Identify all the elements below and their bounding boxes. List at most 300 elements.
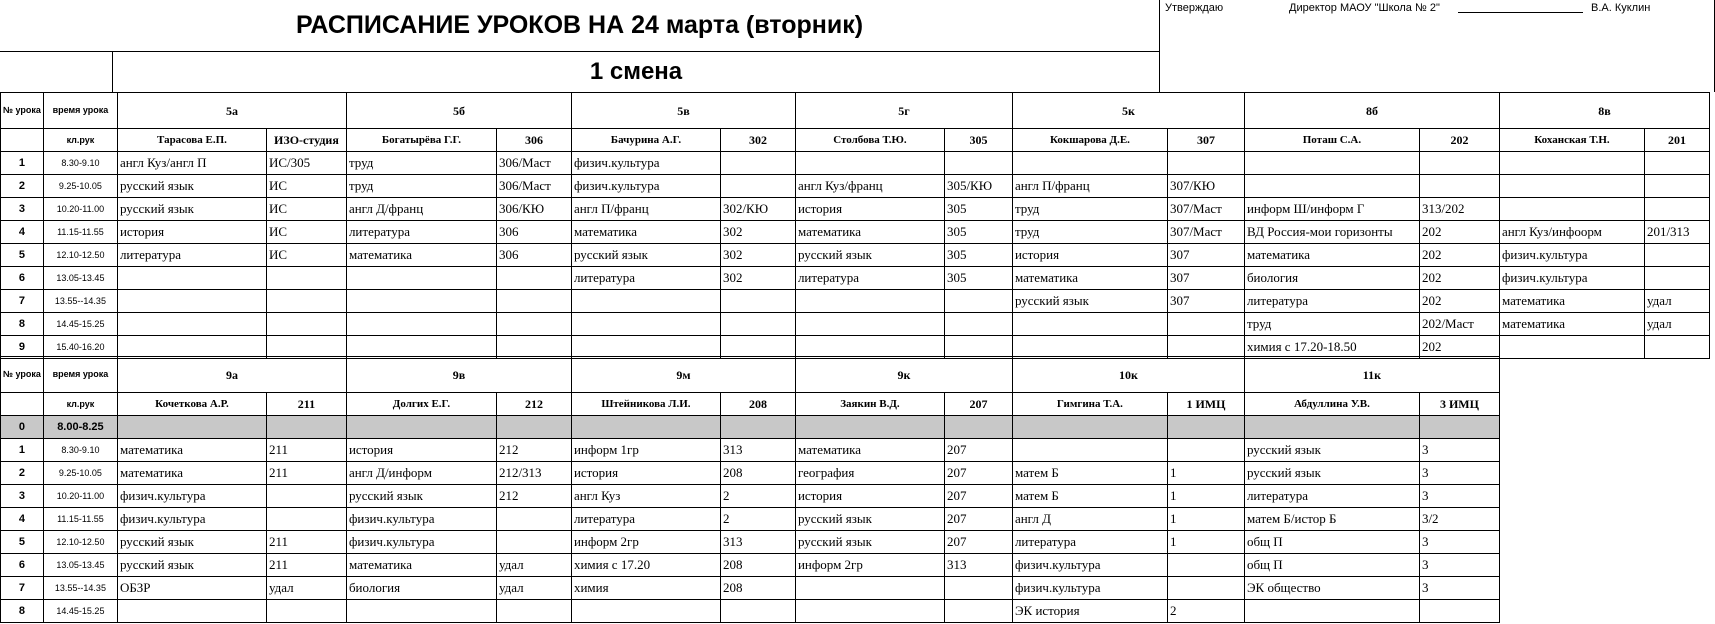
subject-cell: труд xyxy=(1012,221,1167,244)
subject-cell xyxy=(795,152,944,175)
room-cell: 211 xyxy=(266,439,346,462)
kl-ruk-label: кл.рук xyxy=(43,393,117,416)
room-cell: 3 xyxy=(1419,439,1499,462)
room-cell: 212 xyxy=(496,485,571,508)
room-cell xyxy=(944,600,1012,623)
class-name: 5в xyxy=(571,93,795,129)
room-cell xyxy=(720,152,795,175)
room-cell: 306 xyxy=(496,244,571,267)
room-cell: удал xyxy=(1644,290,1709,313)
subject-cell: ОБЗР xyxy=(117,577,266,600)
room-cell: 208 xyxy=(720,577,795,600)
lesson-number: 1 xyxy=(1,152,44,175)
room-cell xyxy=(496,313,571,336)
room-cell xyxy=(1419,600,1499,623)
room-cell xyxy=(1644,175,1709,198)
room-cell xyxy=(944,152,1012,175)
lesson-time: 14.45-15.25 xyxy=(43,600,117,623)
subject-cell xyxy=(1012,416,1167,439)
class-room: 211 xyxy=(266,393,346,416)
class-teacher: Коханская Т.Н. xyxy=(1499,129,1644,152)
room-cell xyxy=(1167,416,1244,439)
class-room: 302 xyxy=(720,129,795,152)
lesson-time: 12.10-12.50 xyxy=(43,531,117,554)
room-cell: 1 xyxy=(1167,531,1244,554)
class-room: 307 xyxy=(1167,129,1244,152)
subject-cell xyxy=(571,290,720,313)
subject-cell: труд xyxy=(1012,198,1167,221)
lesson-number: 7 xyxy=(1,290,44,313)
subject-cell: история xyxy=(346,439,496,462)
subject-cell: информ Ш/информ Г xyxy=(1244,198,1419,221)
room-cell xyxy=(496,290,571,313)
subject-cell: русский язык xyxy=(117,531,266,554)
class-teacher: Кочеткова А.Р. xyxy=(117,393,266,416)
class-name: 10к xyxy=(1012,357,1244,393)
room-cell xyxy=(1167,577,1244,600)
subject-cell: литература xyxy=(1012,531,1167,554)
subject-cell: русский язык xyxy=(117,175,266,198)
room-cell: ИС/305 xyxy=(266,152,346,175)
room-cell: 201/313 xyxy=(1644,221,1709,244)
subject-cell: русский язык xyxy=(346,485,496,508)
lesson-time: 13.05-13.45 xyxy=(43,554,117,577)
room-cell xyxy=(1167,313,1244,336)
subject-cell xyxy=(346,267,496,290)
class-room: 208 xyxy=(720,393,795,416)
lesson-number-header: № урока xyxy=(1,93,44,129)
lesson-number: 8 xyxy=(1,313,44,336)
table-row xyxy=(1,485,1500,508)
room-cell xyxy=(944,577,1012,600)
room-cell: 212/313 xyxy=(496,462,571,485)
kl-ruk-label: кл.рук xyxy=(43,129,117,152)
subject-cell: англ Куз xyxy=(571,485,720,508)
room-cell: 207 xyxy=(944,485,1012,508)
table-row xyxy=(1,221,1710,244)
room-cell xyxy=(266,313,346,336)
room-cell xyxy=(266,290,346,313)
subject-cell: литература xyxy=(117,244,266,267)
table-row xyxy=(1,508,1500,531)
class-name: 9к xyxy=(795,357,1012,393)
subject-cell: англ Куз/инфоорм xyxy=(1499,221,1644,244)
lesson-number: 6 xyxy=(1,267,44,290)
subject-cell xyxy=(117,290,266,313)
room-cell: удал xyxy=(1644,313,1709,336)
room-cell xyxy=(1644,152,1709,175)
room-cell: 2 xyxy=(720,485,795,508)
room-cell xyxy=(720,416,795,439)
room-cell: 307/Маст xyxy=(1167,198,1244,221)
lesson-time: 14.45-15.25 xyxy=(43,313,117,336)
lesson-time-header: время урока xyxy=(43,93,117,129)
approve-label: Утверждаю xyxy=(1165,2,1224,14)
subject-cell: ЭК общество xyxy=(1244,577,1419,600)
room-cell xyxy=(944,416,1012,439)
lesson-number: 8 xyxy=(1,600,44,623)
subject-cell xyxy=(1012,313,1167,336)
subject-cell xyxy=(1244,416,1419,439)
subject-cell: математика xyxy=(571,221,720,244)
subject-cell: ВД Россия-мои горизонты xyxy=(1244,221,1419,244)
class-teacher: Долгих Е.Г. xyxy=(346,393,496,416)
room-cell: ИС xyxy=(266,221,346,244)
subject-cell: история xyxy=(1012,244,1167,267)
subject-cell: литература xyxy=(571,267,720,290)
lesson-time: 13.55--14.35 xyxy=(43,577,117,600)
lesson-time: 13.05-13.45 xyxy=(43,267,117,290)
room-cell: 211 xyxy=(266,462,346,485)
subject-cell xyxy=(571,600,720,623)
class-header-row xyxy=(1,93,1710,129)
subject-cell xyxy=(795,577,944,600)
subject-cell: математика xyxy=(117,462,266,485)
subject-cell: литература xyxy=(1244,290,1419,313)
subject-cell xyxy=(1244,152,1419,175)
lesson-time: 10.20-11.00 xyxy=(43,485,117,508)
table-row xyxy=(1,439,1500,462)
room-cell: 208 xyxy=(720,462,795,485)
class-room: 1 ИМЦ xyxy=(1167,393,1244,416)
subject-cell: труд xyxy=(1244,313,1419,336)
class-header-row xyxy=(1,357,1500,393)
subject-cell xyxy=(117,267,266,290)
room-cell: 202 xyxy=(1419,336,1499,359)
blank-cell xyxy=(1,129,44,152)
class-teacher: Бачурина А.Г. xyxy=(571,129,720,152)
subject-cell: русский язык xyxy=(1012,290,1167,313)
room-cell: 2 xyxy=(1167,600,1244,623)
room-cell: ИС xyxy=(266,244,346,267)
subject-cell: англ П/франц xyxy=(1012,175,1167,198)
subject-cell: русский язык xyxy=(117,554,266,577)
table-row xyxy=(1,531,1500,554)
class-teacher: Богатырёва Г.Г. xyxy=(346,129,496,152)
subject-cell: математика xyxy=(795,439,944,462)
subject-cell: математика xyxy=(346,244,496,267)
room-cell xyxy=(944,290,1012,313)
room-cell xyxy=(1419,152,1499,175)
table-row xyxy=(1,577,1500,600)
room-cell: 307/Маст xyxy=(1167,221,1244,244)
director-name: В.А. Куклин xyxy=(1591,2,1651,14)
subject-cell: математика xyxy=(1244,244,1419,267)
schedule-table-1 xyxy=(0,92,1710,359)
class-teacher: Штейникова Л.И. xyxy=(571,393,720,416)
class-name: 5г xyxy=(795,93,1012,129)
teacher-row xyxy=(1,393,1500,416)
room-cell: 313 xyxy=(720,439,795,462)
room-cell xyxy=(266,416,346,439)
class-room: 201 xyxy=(1644,129,1709,152)
lesson-number: 3 xyxy=(1,485,44,508)
subject-cell: труд xyxy=(346,152,496,175)
table-row xyxy=(1,290,1710,313)
room-cell xyxy=(266,600,346,623)
subject-cell: физич.культура xyxy=(346,508,496,531)
room-cell: 313 xyxy=(944,554,1012,577)
room-cell xyxy=(1644,244,1709,267)
lesson-number: 5 xyxy=(1,531,44,554)
room-cell: 306/КЮ xyxy=(496,198,571,221)
subject-cell xyxy=(571,313,720,336)
class-name: 8б xyxy=(1244,93,1499,129)
subject-cell: общ П xyxy=(1244,531,1419,554)
class-teacher: Кокшарова Д.Е. xyxy=(1012,129,1167,152)
subject-cell xyxy=(571,416,720,439)
subject-cell xyxy=(1244,600,1419,623)
subject-cell xyxy=(1499,198,1644,221)
room-cell: 305 xyxy=(944,221,1012,244)
room-cell: 3 xyxy=(1419,577,1499,600)
subject-cell xyxy=(795,290,944,313)
subject-cell: литература xyxy=(571,508,720,531)
subject-cell: англ Куз/англ П xyxy=(117,152,266,175)
subject-cell: литература xyxy=(346,221,496,244)
subject-cell: англ П/франц xyxy=(571,198,720,221)
room-cell: ИС xyxy=(266,175,346,198)
subject-cell: история xyxy=(795,198,944,221)
table-row xyxy=(1,267,1710,290)
subject-cell: англ Куз/франц xyxy=(795,175,944,198)
subject-cell xyxy=(1499,175,1644,198)
room-cell: 3 xyxy=(1419,485,1499,508)
room-cell: 202 xyxy=(1419,221,1499,244)
subject-cell: физич.культура xyxy=(571,152,720,175)
page-title: РАСПИСАНИЕ УРОКОВ НА 24 марта (вторник) xyxy=(0,0,1160,52)
room-cell: 302 xyxy=(720,244,795,267)
table-row xyxy=(1,416,1500,439)
room-cell xyxy=(1167,439,1244,462)
class-name: 5а xyxy=(117,93,346,129)
subject-cell: ЭК история xyxy=(1012,600,1167,623)
subject-cell: математика xyxy=(1499,313,1644,336)
lesson-time: 12.10-12.50 xyxy=(43,244,117,267)
lesson-number: 0 xyxy=(1,416,44,439)
lesson-time: 11.15-11.55 xyxy=(43,221,117,244)
class-teacher: Абдуллина У.В. xyxy=(1244,393,1419,416)
subject-cell: общ П xyxy=(1244,554,1419,577)
subject-cell xyxy=(1499,336,1644,359)
subject-cell: биология xyxy=(1244,267,1419,290)
class-room: ИЗО-студия xyxy=(266,129,346,152)
class-name: 9а xyxy=(117,357,346,393)
subject-cell: русский язык xyxy=(1244,462,1419,485)
room-cell xyxy=(1167,152,1244,175)
lesson-time: 9.25-10.05 xyxy=(43,175,117,198)
subject-cell: история xyxy=(117,221,266,244)
class-teacher: Столбова Т.Ю. xyxy=(795,129,944,152)
subject-cell: физич.культура xyxy=(346,531,496,554)
subject-cell xyxy=(117,313,266,336)
room-cell xyxy=(1644,336,1709,359)
room-cell: 208 xyxy=(720,554,795,577)
room-cell: 211 xyxy=(266,531,346,554)
subject-cell: русский язык xyxy=(117,198,266,221)
subject-cell: география xyxy=(795,462,944,485)
room-cell: 3 xyxy=(1419,531,1499,554)
room-cell: 302 xyxy=(720,221,795,244)
subject-cell: физич.культура xyxy=(571,175,720,198)
subject-cell: физич.культура xyxy=(1012,577,1167,600)
lesson-number: 2 xyxy=(1,175,44,198)
class-name: 11к xyxy=(1244,357,1499,393)
class-name: 8в xyxy=(1499,93,1709,129)
subject-cell: информ 1гр xyxy=(571,439,720,462)
blank-cell xyxy=(1,393,44,416)
table-row xyxy=(1,462,1500,485)
room-cell xyxy=(266,267,346,290)
room-cell: 307 xyxy=(1167,290,1244,313)
lesson-time: 8.30-9.10 xyxy=(43,152,117,175)
lesson-number: 4 xyxy=(1,221,44,244)
lesson-number: 4 xyxy=(1,508,44,531)
lesson-time-header: время урока xyxy=(43,357,117,393)
subject-cell: матем Б/истор Б xyxy=(1244,508,1419,531)
class-teacher: Гимгина Т.А. xyxy=(1012,393,1167,416)
room-cell: 207 xyxy=(944,508,1012,531)
class-name: 9м xyxy=(571,357,795,393)
room-cell xyxy=(1644,198,1709,221)
room-cell: 313 xyxy=(720,531,795,554)
room-cell: удал xyxy=(266,577,346,600)
subject-cell xyxy=(346,416,496,439)
subject-cell: русский язык xyxy=(795,531,944,554)
class-room: 305 xyxy=(944,129,1012,152)
shift-title: 1 смена xyxy=(112,52,1160,92)
room-cell xyxy=(266,508,346,531)
subject-cell: русский язык xyxy=(795,244,944,267)
subject-cell xyxy=(117,600,266,623)
room-cell xyxy=(496,416,571,439)
subject-cell: матем Б xyxy=(1012,462,1167,485)
room-cell: 3/2 xyxy=(1419,508,1499,531)
lesson-time: 10.20-11.00 xyxy=(43,198,117,221)
room-cell xyxy=(720,290,795,313)
subject-cell: физич.культура xyxy=(1499,244,1644,267)
lesson-number-header: № урока xyxy=(1,357,44,393)
room-cell xyxy=(1419,175,1499,198)
subject-cell xyxy=(346,313,496,336)
room-cell: 202 xyxy=(1419,290,1499,313)
subject-cell: информ 2гр xyxy=(571,531,720,554)
lesson-number: 1 xyxy=(1,439,44,462)
class-name: 5б xyxy=(346,93,571,129)
approval-line xyxy=(1163,2,1713,22)
room-cell: 202 xyxy=(1419,267,1499,290)
room-cell xyxy=(1167,554,1244,577)
room-cell: 305 xyxy=(944,198,1012,221)
table-row xyxy=(1,152,1710,175)
class-teacher: Заякин В.Д. xyxy=(795,393,944,416)
room-cell: 207 xyxy=(944,531,1012,554)
class-room: 207 xyxy=(944,393,1012,416)
subject-cell xyxy=(795,313,944,336)
subject-cell: математика xyxy=(1499,290,1644,313)
room-cell: 307/КЮ xyxy=(1167,175,1244,198)
room-cell xyxy=(1644,267,1709,290)
subject-cell xyxy=(795,416,944,439)
room-cell: 1 xyxy=(1167,485,1244,508)
room-cell: удал xyxy=(496,554,571,577)
lesson-time: 15.40-16.20 xyxy=(43,336,117,359)
subject-cell: история xyxy=(795,485,944,508)
room-cell: 305 xyxy=(944,244,1012,267)
class-room: 3 ИМЦ xyxy=(1419,393,1499,416)
room-cell: 306/Маст xyxy=(496,152,571,175)
class-teacher: Тарасова Е.П. xyxy=(117,129,266,152)
director-label: Директор МАОУ "Школа № 2" xyxy=(1289,2,1440,14)
lesson-number: 7 xyxy=(1,577,44,600)
table-row xyxy=(1,198,1710,221)
subject-cell xyxy=(1244,175,1419,198)
table-row xyxy=(1,244,1710,267)
subject-cell xyxy=(795,600,944,623)
subject-cell: англ Д/франц xyxy=(346,198,496,221)
room-cell: 305/КЮ xyxy=(944,175,1012,198)
schedule-table-2 xyxy=(0,356,1500,623)
room-cell xyxy=(496,508,571,531)
teacher-row xyxy=(1,129,1710,152)
subject-cell: физич.культура xyxy=(1012,554,1167,577)
subject-cell: биология xyxy=(346,577,496,600)
room-cell xyxy=(496,531,571,554)
room-cell xyxy=(944,313,1012,336)
room-cell: ИС xyxy=(266,198,346,221)
room-cell xyxy=(720,313,795,336)
lesson-number: 3 xyxy=(1,198,44,221)
subject-cell xyxy=(1499,152,1644,175)
subject-cell xyxy=(346,600,496,623)
subject-cell: труд xyxy=(346,175,496,198)
lesson-number: 5 xyxy=(1,244,44,267)
class-name: 9в xyxy=(346,357,571,393)
subject-cell: физич.культура xyxy=(117,508,266,531)
subject-cell xyxy=(346,290,496,313)
lesson-time: 11.15-11.55 xyxy=(43,508,117,531)
subject-cell: математика xyxy=(346,554,496,577)
room-cell: 307 xyxy=(1167,267,1244,290)
room-cell: 306/Маст xyxy=(496,175,571,198)
lesson-number: 2 xyxy=(1,462,44,485)
subject-cell: химия с 17.20-18.50 xyxy=(1244,336,1419,359)
room-cell xyxy=(496,600,571,623)
class-name: 5к xyxy=(1012,93,1244,129)
subject-cell xyxy=(117,416,266,439)
lesson-time: 8.30-9.10 xyxy=(43,439,117,462)
subject-cell: математика xyxy=(117,439,266,462)
subject-cell: химия xyxy=(571,577,720,600)
room-cell: 306 xyxy=(496,221,571,244)
room-cell: 302/КЮ xyxy=(720,198,795,221)
signature-line xyxy=(1458,2,1583,13)
room-cell: 1 xyxy=(1167,462,1244,485)
subject-cell: русский язык xyxy=(795,508,944,531)
lesson-number: 6 xyxy=(1,554,44,577)
room-cell xyxy=(1419,416,1499,439)
room-cell: 3 xyxy=(1419,462,1499,485)
room-cell: 202 xyxy=(1419,244,1499,267)
class-room: 202 xyxy=(1419,129,1499,152)
subject-cell: физич.культура xyxy=(117,485,266,508)
room-cell: 3 xyxy=(1419,554,1499,577)
subject-cell: русский язык xyxy=(1244,439,1419,462)
room-cell: 307 xyxy=(1167,244,1244,267)
subject-cell: матем Б xyxy=(1012,485,1167,508)
room-cell: 302 xyxy=(720,267,795,290)
subject-cell xyxy=(1012,152,1167,175)
